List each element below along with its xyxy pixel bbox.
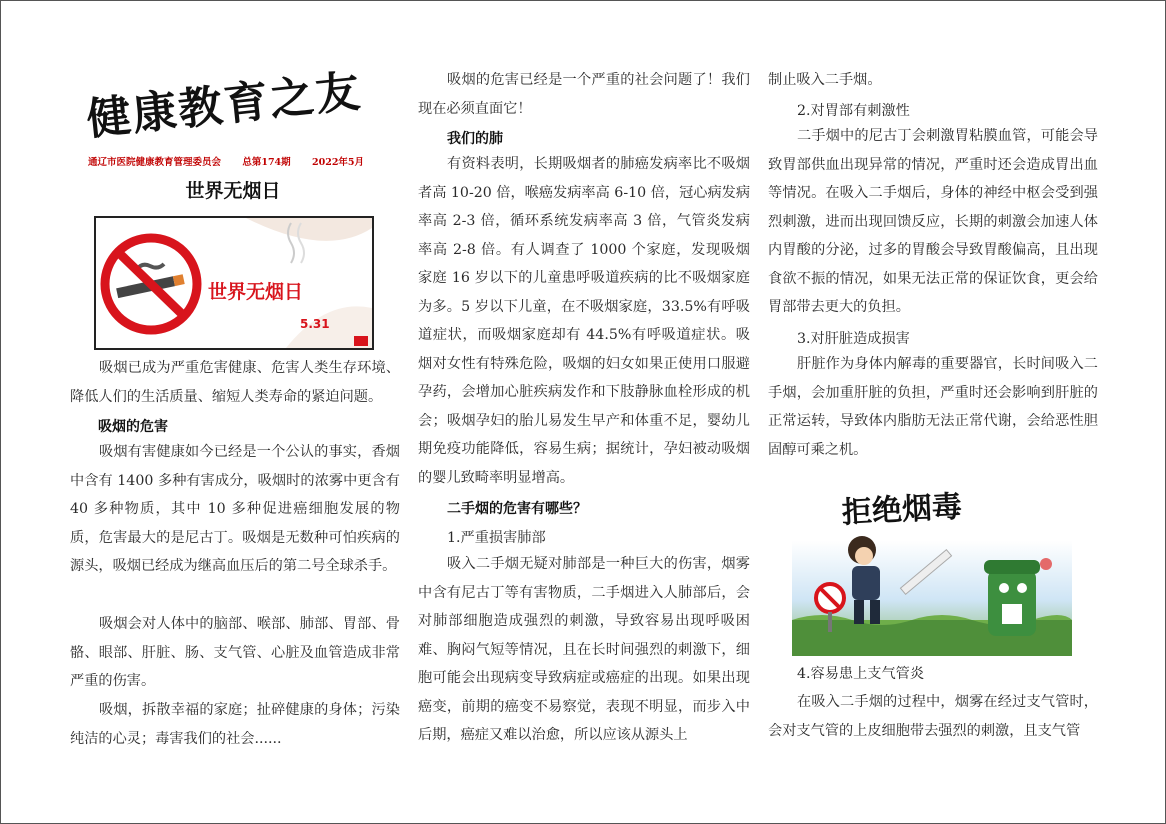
harm-paragraph-3: 吸烟，拆散幸福的家庭；扯碎健康的身体；污染纯洁的心灵；毒害我们的社会...... <box>70 702 400 747</box>
subheading-liver: 3.对肝脏造成损害 <box>797 331 910 347</box>
issue-meta <box>88 154 382 168</box>
issue-number: 总第174期 <box>242 157 291 168</box>
lungs-damage-paragraph: 吸入二手烟无疑对肺部是一种巨大的伤害，烟雾中含有尼古丁等有害物质，二手烟进入人肺部后，会对肺部细胞造成强烈的刺激，导致容易出现呼吸困难、胸闷气短等情况，且在长时间强烈的刺激下，细胞可能会出现病变导致病症或癌症的出现。如果出现癌变，前期的癌变不易察觉，表现不明显，而步入中后期，癌症又难以治愈，所以应该从源头上 <box>418 556 750 743</box>
issue-date: 2022年5月 <box>311 157 365 168</box>
cartoon-illustration <box>792 470 1072 656</box>
banner-text: 世界无烟日 <box>208 281 304 303</box>
no-smoking-banner <box>94 216 374 350</box>
banner-date: 5.31 <box>300 317 330 331</box>
section-heading-lungs: 我们的肺 <box>447 131 503 147</box>
harm-paragraph-1: 吸烟有害健康如今已经是一个公认的事实，香烟中含有 1400 多种有害成分，吸烟时的浓雾中更含有 40 多种物质，其中 10 多种促进癌细胞发展的物质，危害最大的是尼古丁。吸烟是无数种可怕疾病的源头，吸烟已经成为继高血压后的第二号全球杀手。 <box>70 444 400 574</box>
cartoon-text: 拒绝烟毒 <box>841 489 963 531</box>
subheading-stomach: 2.对胃部有刺激性 <box>797 103 910 119</box>
section-heading-harm: 吸烟的危害 <box>98 419 168 435</box>
subheading-lungs-damage: 1.严重损害肺部 <box>447 530 546 546</box>
harm-paragraph-2: 吸烟会对人体中的脑部、喉部、肺部、胃部、骨骼、眼部、肝脏、肠、支气管、心脏及血管造成非常严重的伤害。 <box>70 616 400 689</box>
lungs-paragraph: 有资料表明，长期吸烟者的肺癌发病率比不吸烟者高 10-20 倍，喉癌发病率高 6-10 倍，冠心病发病率高 2-3 倍，循环系统发病率高 3 倍，气管炎发病率高 2-8 倍。有人调查了 1000 个家庭，发现吸烟家庭 16 岁以下的儿童患呼吸道疾病的比不吸烟家庭为多。5 岁以下儿童，在不吸烟家庭，33.5%有呼吸道症状，而吸烟家庭却有 44.5%有呼吸道症状。吸烟对女性有特殊危险，吸烟的妇女如果正使用口服避孕药，会增加心脏疾病发作和下肢静脉血栓形成的机会；吸烟孕妇的胎儿易发生早产和体重不足，婴幼儿期免疫功能降低，容易生病；据统计，孕妇被动吸烟的婴儿致畸率明显增高。 <box>418 156 751 486</box>
publisher: 通辽市医院健康教育管理委员会 <box>88 157 222 168</box>
social-paragraph: 吸烟的危害已经是一个严重的社会问题了！我们现在必须直面它！ <box>418 72 750 117</box>
page-title: 世界无烟日 <box>185 180 281 202</box>
section-heading-second-hand: 二手烟的危害有哪些？ <box>447 501 587 517</box>
anti-smoking-cartoon <box>792 470 1072 656</box>
subheading-bronchitis: 4.容易患上支气管炎 <box>797 666 925 682</box>
no-smoking-icon <box>96 218 372 348</box>
continued-paragraph: 制止吸入二手烟。 <box>768 72 882 88</box>
stomach-paragraph: 二手烟中的尼古丁会刺激胃粘膜血管，可能会导致胃部供血出现异常的情况，严重时还会造成胃出血等情况。在吸入二手烟后，身体的神经中枢会受到强烈刺激，进而出现回馈反应，长期的刺激会加速人体内胃酸的分泌，过多的胃酸会导致胃酸偏高，且出现食欲不振的情况，如果无法正常的保证饮食，更会给胃部带去更大的负担。 <box>768 128 1098 315</box>
masthead-title: 健康教育之友 <box>84 65 365 146</box>
intro-paragraph: 吸烟已成为严重危害健康、危害人类生存环境、降低人们的生活质量、缩短人类寿命的紧迫问题。 <box>70 360 400 405</box>
liver-paragraph: 肝脏作为身体内解毒的重要器官，长时间吸入二手烟，会加重肝脏的负担，严重时还会影响到肝脏的正常运转，导致体内脂肪无法正常代谢，会给恶性胆固醇可乘之机。 <box>768 356 1098 458</box>
bronchitis-paragraph: 在吸入二手烟的过程中，烟雾在经过支气管时，会对支气管的上皮细胞带去强烈的刺激，且支气管 <box>768 694 1098 739</box>
